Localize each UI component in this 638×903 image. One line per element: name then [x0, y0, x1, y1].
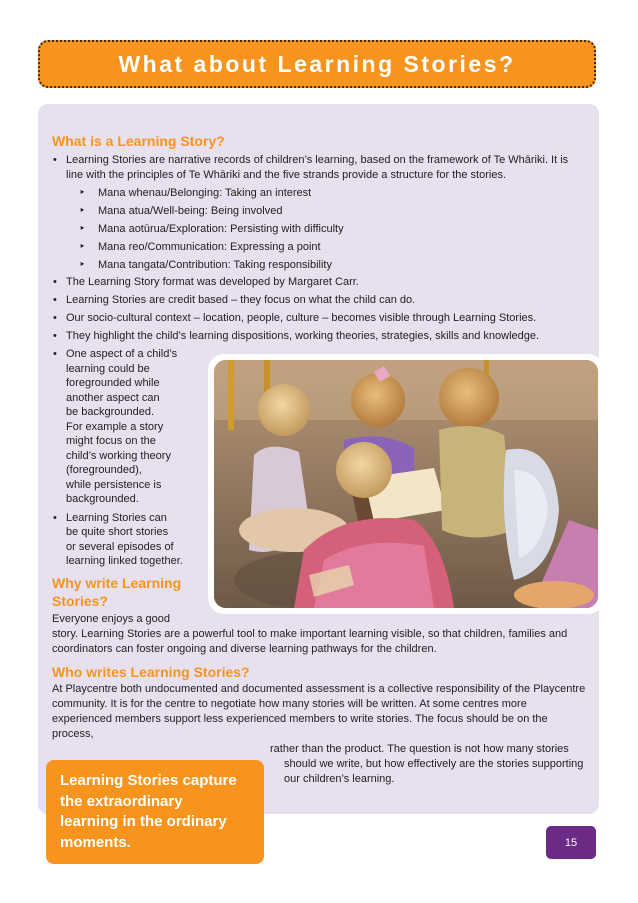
list-item: • Learning Stories can be quite short stories or several episodes of learning linked together.: [52, 511, 587, 569]
title-banner: [38, 40, 596, 88]
list-item: • Learning Stories are credit based – they focus on what the child can do.: [52, 293, 587, 308]
list-item: • The Learning Story format was developed by Margaret Carr.: [52, 275, 587, 290]
children-photo-frame: [208, 354, 604, 614]
page-title: What about Learning Stories?: [118, 50, 516, 77]
list-item: • One aspect of a child’s learning could be foregrounded while another aspect can be backgrounded. For example a story might focus on the child’s working theory (foregrounded), while persistence is backgrounded.: [52, 347, 587, 507]
list-item: • Our socio-cultural context – location, people, culture – becomes visible through Learning Stories.: [52, 311, 587, 326]
section-heading-why: Why write Learning Stories?: [52, 574, 182, 609]
strand-item: ‣ Mana reo/Communication: Expressing a point: [66, 238, 587, 256]
list-item: • Learning Stories are narrative records of children’s learning, based on the framework of Te Whāriki. It is line with the principles of Te Whāriki and the five strands provide a structure for the stories. ‣ Mana whenau/Belonging: Taking an interest ‣ Mana atua/Well-being: Being involved ‣ Mana aotūrua/Exploration: Persisting with difficulty ‣ Mana reo/Communication: Expressing a point ‣ Mana tangata/Contribution: Taking responsibility: [52, 153, 587, 274]
section-heading-who: Who writes Learning Stories?: [52, 663, 250, 680]
quote-text: Learning Stories capture the extraordinary learning in the ordinary moments.: [60, 772, 237, 851]
page-number: 15: [546, 826, 596, 859]
who-body: At Playcentre both undocumented and documented assessment is a collective responsibility of the Playcentre community. It is for the centre to negotiate how many stories will be written. At some centres more experienced members support less experienced members to write stories. The focus should be on the process, rather than the product. The question is not how many stories should we write, but how effectively are the stories supporting our children’s learning.: [52, 682, 586, 785]
children-photo: [214, 360, 598, 608]
list-item: • They highlight the child’s learning dispositions, working theories, strategies, skills and knowledge.: [52, 329, 587, 344]
strand-item: ‣ Mana aotūrua/Exploration: Persisting with difficulty: [66, 220, 587, 238]
strand-list: [66, 184, 587, 274]
children-reading-illustration: [214, 360, 598, 608]
why-body: Everyone enjoys a good story. Learning Stories are a powerful tool to make important learning visible, so that children, families and coordinators can foster ongoing and diverse learning pathways for the children.: [52, 612, 568, 655]
strand-item: ‣ Mana atua/Well-being: Being involved: [66, 202, 587, 220]
quote-callout: [46, 760, 264, 864]
section-heading-what: What is a Learning Story?: [52, 133, 225, 149]
strand-item: ‣ Mana whenau/Belonging: Taking an interest: [66, 184, 587, 202]
strand-item: ‣ Mana tangata/Contribution: Taking responsibility: [66, 256, 587, 274]
